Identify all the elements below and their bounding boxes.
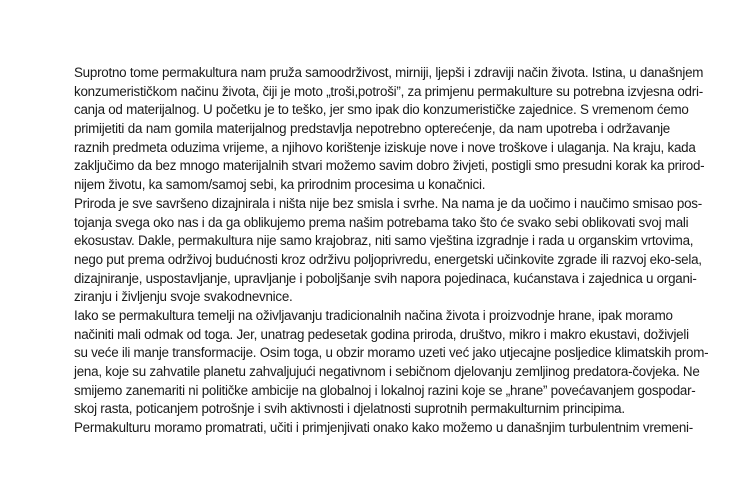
text-line: jena, koje su zahvatile planetu zahvaljujući negativnom i sebičnom djelovanju zemljinog predatora-čovjeka. Ne bbox=[74, 364, 700, 379]
text-line: ziranju i življenju svoje svakodnevnice. bbox=[74, 289, 293, 305]
text-line: skoj rasta, poticanjem potrošnje i svih aktivnosti i djelatnosti suprotnih permakulturnim principima. bbox=[74, 401, 625, 417]
paragraph-3 bbox=[74, 307, 709, 419]
text-line: primijetiti da nam gomila materijalnog predstavlja nepotrebno opterećenje, da nam upotreba i održavanje bbox=[74, 121, 670, 137]
text-line: nijem životu, ka samom/samoj sebi, ka prirodnim procesima u konačnici. bbox=[74, 177, 486, 193]
text-line: zaključimo da bez mnogo materijalnih stvari možemo savim dobro živjeti, postigli smo presudni korak ka prirod- bbox=[74, 158, 705, 174]
text-line: Priroda je sve savršeno dizajnirala i ništa nije bez smisla i svrhe. Na nama je da uočimo i naučimo smisao pos- bbox=[74, 195, 702, 211]
text-line: Permakulturu moramo promatrati, učiti i primjenjivati onako kako možemo u današnjim turbulentnim vremeni- bbox=[74, 420, 693, 436]
text-line: dizajniranje, uspostavljanje, upravljanje i poboljšanje svih napora pojedinaca, kućanstava i zajednica u organi- bbox=[74, 270, 697, 286]
paragraph-1 bbox=[74, 64, 705, 195]
paragraph-4 bbox=[74, 419, 693, 438]
text-line: canja od materijalnog. U početku je to teško, jer smo ipak dio konzumerističke zajednice. S vremenom ćemo bbox=[74, 102, 689, 118]
body-text bbox=[74, 64, 709, 438]
text-line: tojanja svega oko nas i da ga oblikujemo prema našim potrebama tako što će svako sebi oblikovati svoj mali bbox=[74, 214, 689, 230]
text-line: Iako se permakultura temelji na oživljavanju tradicionalnih načina života i proizvodnje hrane, ipak moramo bbox=[74, 307, 673, 323]
text-line: načiniti mali odmak od toga. Jer, unatrag pedesetak godina priroda, društvo, mikro i makro ekustavi, doživjeli bbox=[74, 326, 689, 342]
text-line: ekosustav. Dakle, permakultura nije samo krajobraz, niti samo vještina izgradnje i rada u organskim vrtovima, bbox=[74, 233, 694, 249]
text-line: Suprotno tome permakultura nam pruža samoodrživost, mirniji, ljepši i zdraviji način života. Istina, u današnjem bbox=[74, 65, 704, 80]
text-line: su veće ili manje transformacije. Osim toga, u obzir moramo uzeti već jako utjecajne posljedice klimatskih prom- bbox=[74, 345, 709, 361]
paragraph-2 bbox=[74, 195, 702, 307]
text-line: raznih predmeta oduzima vrijeme, a njihovo korištenje iziskuje nove i nove troškove i ulaganja. Na kraju, kada bbox=[74, 139, 696, 155]
text-line: konzumerističkom načinu života, čiji je moto „troši,potroši”, za primjenu permakulture su potrebna izvjesna odri- bbox=[74, 83, 703, 99]
text-line: nego put prema održivoj budućnosti kroz održivu poljoprivredu, energetski učinkovite zgrade ili razvoj eko-sela, bbox=[74, 251, 702, 267]
text-line: smijemo zanemariti ni političke ambicije na globalnoj i lokalnoj razini koje se „hrane” povećavanjem gospodar- bbox=[74, 382, 696, 398]
